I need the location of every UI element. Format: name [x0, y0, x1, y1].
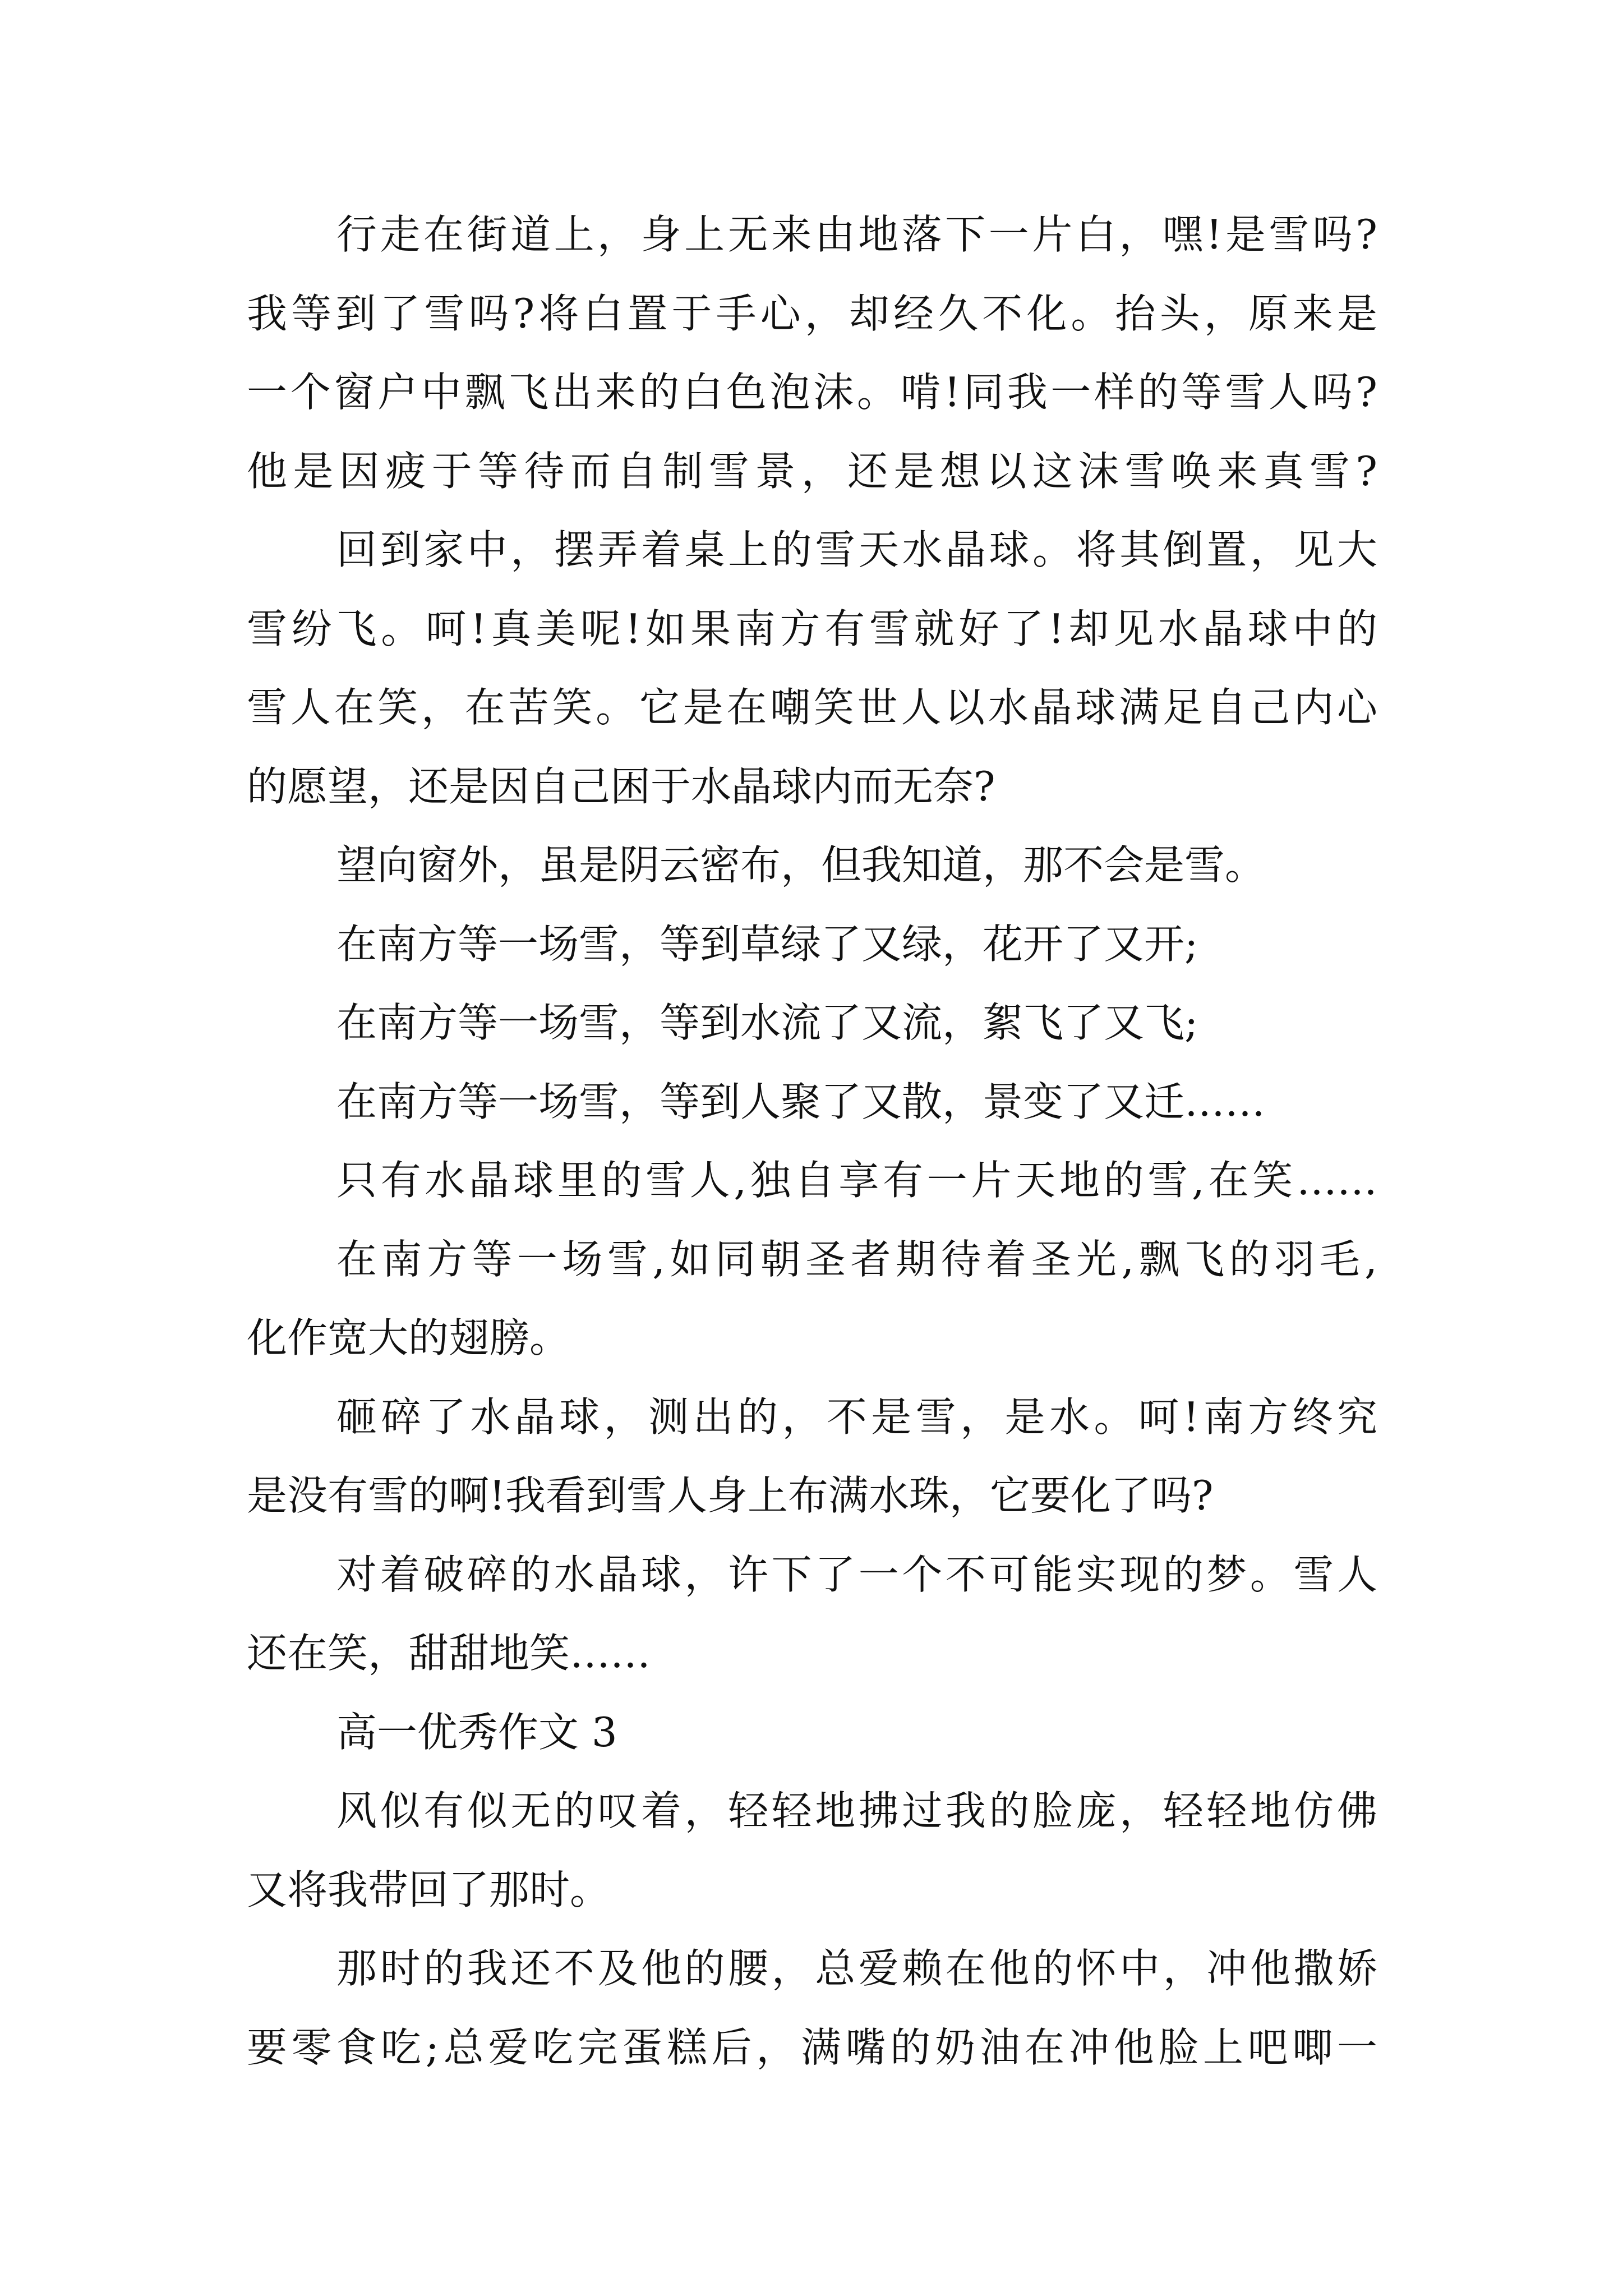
text-line: 又将我带回了那时。	[247, 1866, 611, 1913]
text-line: 行走在街道上，身上无来由地落下一片白，嘿!是雪吗?	[336, 211, 1377, 258]
text-line: 那时的我还不及他的腰，总爱赖在他的怀中，冲他撒娇	[336, 1945, 1377, 1992]
text-line: 雪人在笑，在苦笑。它是在嘲笑世人以水晶球满足自己内心	[247, 684, 1377, 731]
text-line: 要零食吃;总爱吃完蛋糕后，满嘴的奶油在冲他脸上吧唧一	[247, 2023, 1377, 2071]
text-line: 回到家中，摆弄着桌上的雪天水晶球。将其倒置，见大	[336, 526, 1377, 573]
text-line: 化作宽大的翅膀。	[247, 1314, 570, 1361]
text-line: 在南方等一场雪,如同朝圣者期待着圣光,飘飞的羽毛,	[336, 1235, 1377, 1283]
text-line: 砸碎了水晶球，测出的，不是雪，是水。呵!南方终究	[336, 1393, 1377, 1441]
section-heading: 高一优秀作文 3	[336, 1708, 617, 1756]
text-line: 在南方等一场雪，等到人聚了又散，景变了又迁……	[336, 1078, 1266, 1125]
text-line: 望向窗外，虽是阴云密布，但我知道，那不会是雪。	[336, 841, 1266, 889]
text-line: 在南方等一场雪，等到水流了又流，絮飞了又飞;	[336, 999, 1198, 1046]
text-line: 对着破碎的水晶球，许下了一个不可能实现的梦。雪人	[336, 1550, 1377, 1598]
text-line: 一个窗户中飘飞出来的白色泡沫。啃!同我一样的等雪人吗?	[247, 369, 1377, 416]
text-line: 的愿望，还是因自己困于水晶球内而无奈?	[247, 762, 995, 810]
text-line: 风似有似无的叹着，轻轻地拂过我的脸庞，轻轻地仿佛	[336, 1787, 1377, 1834]
text-line: 我等到了雪吗?将白置于手心，却经久不化。抬头，原来是	[247, 289, 1377, 337]
text-line: 还在笑，甜甜地笑……	[247, 1630, 651, 1677]
text-line: 雪纷飞。呵!真美呢!如果南方有雪就好了!却见水晶球中的	[247, 605, 1377, 652]
text-line: 他是因疲于等待而自制雪景，还是想以这沫雪唤来真雪?	[247, 447, 1377, 495]
document-page	[247, 195, 1377, 2087]
text-line: 只有水晶球里的雪人,独自享有一片天地的雪,在笑……	[336, 1157, 1377, 1204]
text-line: 是没有雪的啊!我看到雪人身上布满水珠，它要化了吗?	[247, 1472, 1214, 1519]
text-line: 在南方等一场雪，等到草绿了又绿，花开了又开;	[336, 920, 1198, 968]
